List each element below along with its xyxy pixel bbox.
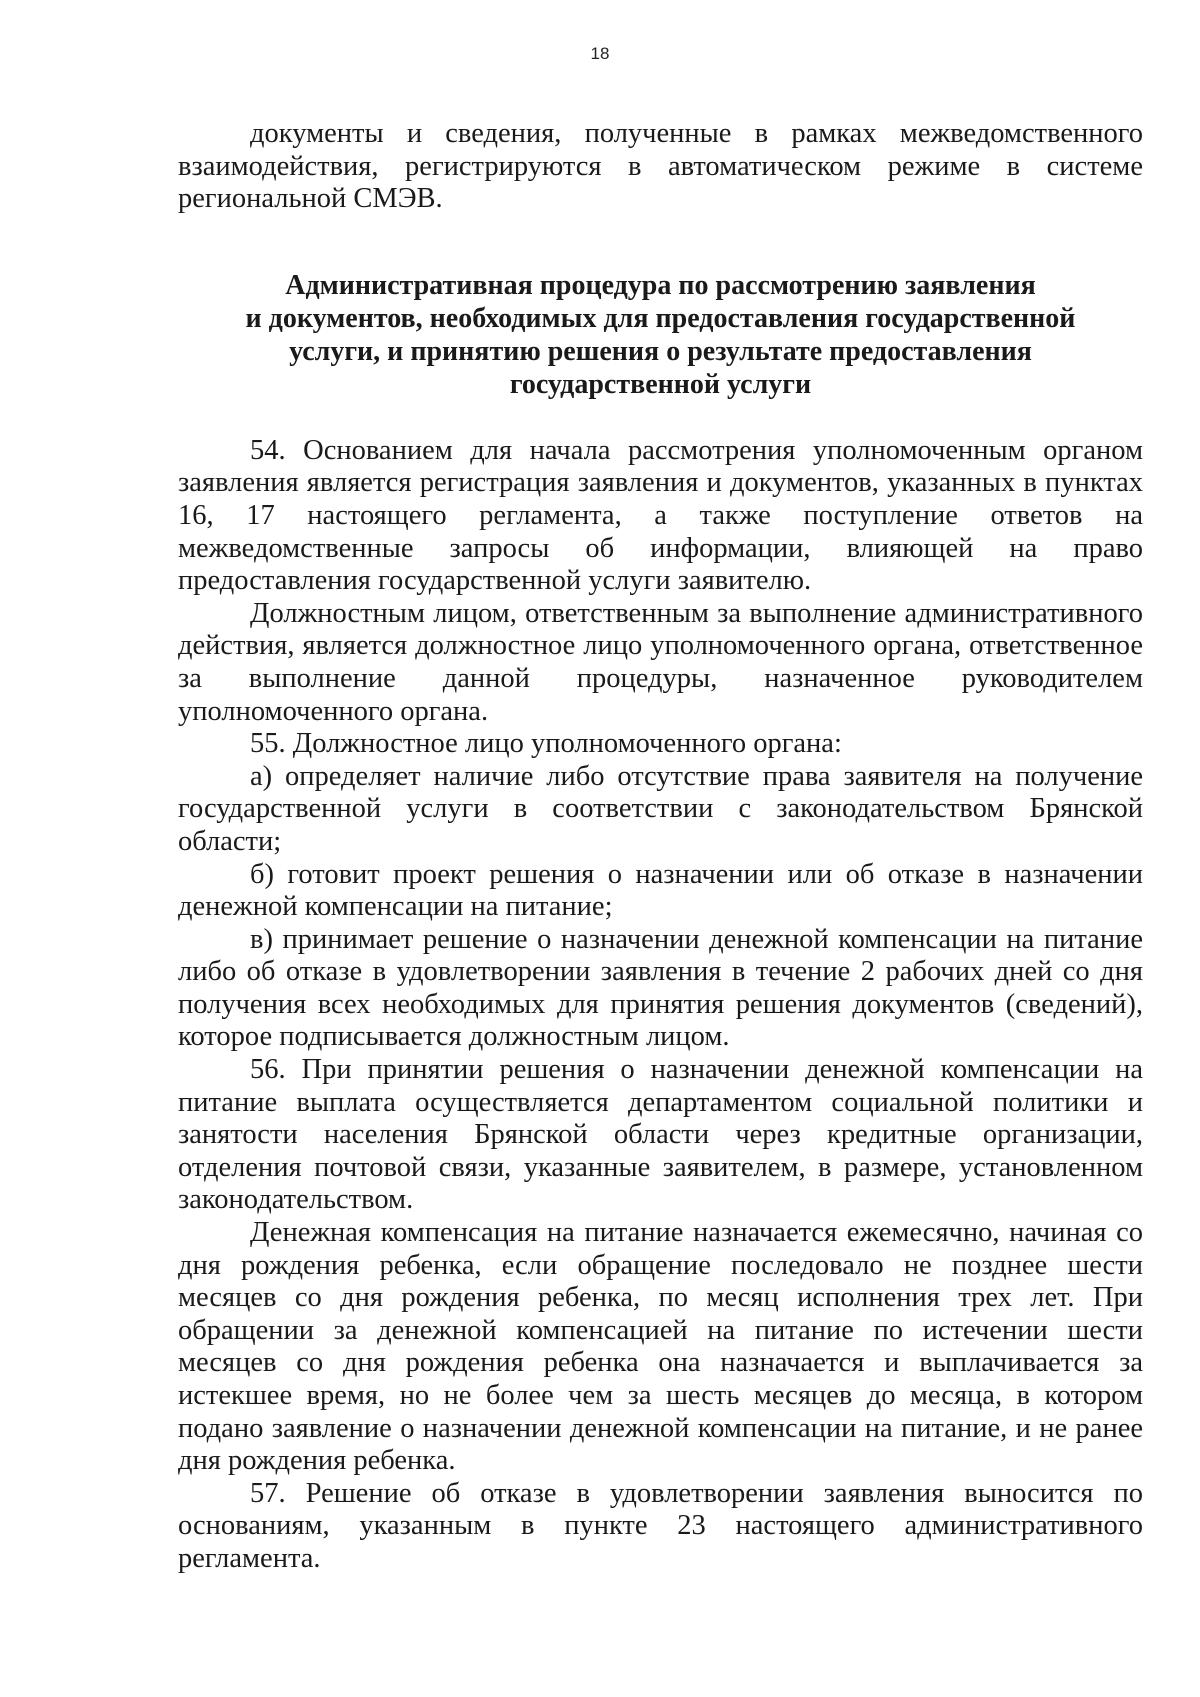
paragraph-55-b: б) готовит проект решения о назначении или об отказе в назначении денежной компенсации на питание; <box>178 858 1143 923</box>
section-heading-line: и документов, необходимых для предоставления государственной <box>245 302 1076 334</box>
intro-paragraph: документы и сведения, полученные в рамках межведомственного взаимодействия, регистрируются в автоматическом режиме в системе региональной СМЭВ. <box>178 118 1143 215</box>
document-body <box>178 118 1143 1576</box>
section-heading <box>178 216 1143 435</box>
page-number: 18 <box>590 44 610 63</box>
section-heading-line: услуги, и принятию решения о результате предоставления <box>289 335 1032 367</box>
paragraph-56-compensation: Денежная компенсация на питание назначается ежемесячно, начиная со дня рождения ребенка, если обращение последовало не позднее шести месяцев со дня рождения ребенка, по месяц исполнения трех лет. При обращении за денежной компенсацией на питание по истечении шести месяцев со дня рождения ребенка она назначается и выплачивается за истекшее время, но не более чем за шесть месяцев до месяца, в котором подано заявление о назначении денежной компенсации на питание, и не ранее дня рождения ребенка. <box>178 1217 1143 1477</box>
paragraph-55-a: а) определяет наличие либо отсутствие права заявителя на получение государственной услуги в соответствии с законодательством Брянской области; <box>178 760 1143 857</box>
paragraph-54-responsible: Должностным лицом, ответственным за выполнение административного действия, является должностное лицо уполномоченного органа, ответственное за выполнение данной процедуры, назначенное руководителем уполномоченного органа. <box>178 597 1143 727</box>
paragraph-55-v: в) принимает решение о назначении денежной компенсации на питание либо об отказе в удовлетворении заявления в течение 2 рабочих дней со дня получения всех необходимых для принятия решения документов (сведений), которое подписывается должностным лицом. <box>178 923 1143 1053</box>
section-heading-line: Административная процедура по рассмотрению заявления <box>285 269 1036 301</box>
section-heading-line: государственной услуги <box>509 368 812 400</box>
paragraph-56: 56. При принятии решения о назначении денежной компенсации на питание выплата осуществляется департаментом социальной политики и занятости населения Брянской области через кредитные организации, отделения почтовой связи, указанные заявителем, в размере, установленном законодательством. <box>178 1054 1143 1216</box>
paragraph-54: 54. Основанием для начала рассмотрения уполномоченным органом заявления является регистрация заявления и документов, указанных в пунктах 16, 17 настоящего регламента, а также поступление ответов на межведомственные запросы об информации, влияющей на право предоставления государственной услуги заявителю. <box>178 434 1143 597</box>
paragraph-57: 57. Решение об отказе в удовлетворении заявления выносится по основаниям, указанным в пункте 23 настоящего административного регламента. <box>178 1477 1143 1574</box>
paragraph-55: 55. Должностное лицо уполномоченного органа: <box>250 728 842 760</box>
